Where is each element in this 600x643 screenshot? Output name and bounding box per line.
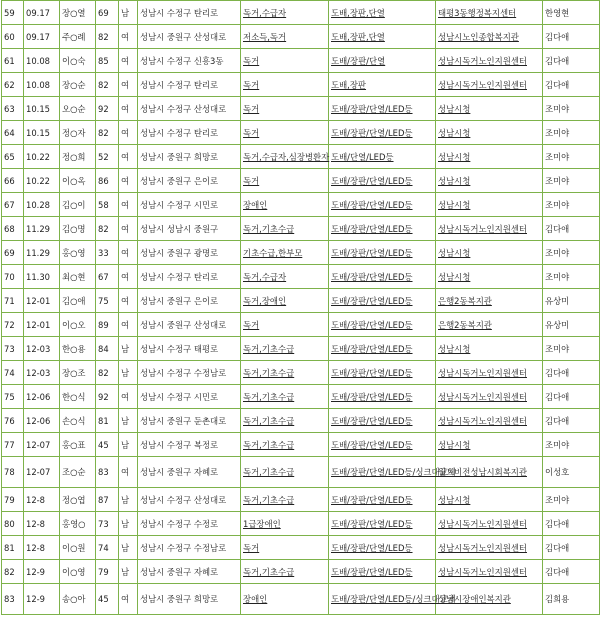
cell-service: 도배/장판/단열/LED등 (329, 337, 436, 361)
cell-service: 도배/장판/단열/LED등 (329, 313, 436, 337)
cell-service: 도배/장판/단열/LED등 (329, 361, 436, 385)
cell-address: 성남시 수정구 복정로 (138, 433, 241, 457)
cell-staff: 한영현 (543, 1, 600, 25)
cell-address: 성남시 중원구 산성대로 (138, 25, 241, 49)
records-body (2, 1, 600, 615)
cell-address: 성남시 수정구 산성대로 (138, 488, 241, 512)
cell-number: 82 (2, 560, 24, 584)
cell-name: 송○아 (60, 584, 96, 615)
cell-address: 성남시 중원구 은이로 (138, 169, 241, 193)
cell-service: 도배,장판,단열 (329, 25, 436, 49)
cell-name: 김○이 (60, 193, 96, 217)
cell-age: 87 (96, 488, 119, 512)
cell-name: 정○자 (60, 121, 96, 145)
cell-date: 12-03 (24, 361, 60, 385)
cell-service: 도배/장판/단열/LED등 (329, 433, 436, 457)
cell-age: 79 (96, 560, 119, 584)
cell-organization: 성남시청 (436, 265, 543, 289)
cell-address: 성남시 수정구 탄리로 (138, 121, 241, 145)
cell-organization: 성남시청 (436, 97, 543, 121)
cell-service: 도배/장판/단열/LED등 (329, 560, 436, 584)
cell-category: 독거,기초수급 (241, 217, 329, 241)
cell-number: 68 (2, 217, 24, 241)
cell-name: 장○순 (60, 73, 96, 97)
cell-service: 도배/장판/단열/LED등 (329, 385, 436, 409)
cell-address: 성남시 중원구 희망로 (138, 145, 241, 169)
cell-address: 성남시 중원구 희망로 (138, 584, 241, 615)
cell-category: 독거,수급자 (241, 265, 329, 289)
cell-address: 성남시 수정구 태평로 (138, 337, 241, 361)
cell-address: 성남시 중원구 자혜로 (138, 560, 241, 584)
cell-organization: 성남시독거노인지원센터 (436, 409, 543, 433)
cell-number: 67 (2, 193, 24, 217)
cell-address: 성남시 중원구 산성대로 (138, 313, 241, 337)
cell-date: 12-01 (24, 289, 60, 313)
cell-category: 독거,기초수급 (241, 488, 329, 512)
cell-sex: 남 (119, 433, 138, 457)
cell-staff: 조미야 (543, 169, 600, 193)
cell-age: 92 (96, 97, 119, 121)
table-row (2, 488, 600, 512)
cell-staff: 김다애 (543, 361, 600, 385)
cell-sex: 여 (119, 217, 138, 241)
cell-staff: 김희용 (543, 584, 600, 615)
cell-age: 82 (96, 25, 119, 49)
table-row (2, 121, 600, 145)
cell-sex: 여 (119, 457, 138, 488)
cell-sex: 남 (119, 560, 138, 584)
cell-category: 독거,기초수급 (241, 409, 329, 433)
cell-number: 63 (2, 97, 24, 121)
cell-service: 도배/장판/단열/LED등/싱크대교체 (329, 457, 436, 488)
cell-name: 한○식 (60, 385, 96, 409)
cell-staff: 유상미 (543, 289, 600, 313)
cell-staff: 조미야 (543, 97, 600, 121)
cell-category: 1급장애인 (241, 512, 329, 536)
table-row (2, 25, 600, 49)
cell-sex: 여 (119, 169, 138, 193)
cell-service: 도배/장판/단열 (329, 49, 436, 73)
cell-age: 67 (96, 265, 119, 289)
cell-organization: 성남시독거노인지원센터 (436, 361, 543, 385)
cell-name: 정○희 (60, 145, 96, 169)
cell-staff: 김다애 (543, 73, 600, 97)
cell-organization: 성남시독거노인지원센터 (436, 536, 543, 560)
cell-service: 도배/장판/단열/LED등 (329, 488, 436, 512)
cell-service: 도배/장판/단열/LED등/싱크대교체 (329, 584, 436, 615)
cell-sex: 여 (119, 49, 138, 73)
cell-organization: 성남시청 (436, 193, 543, 217)
records-table (1, 0, 600, 615)
cell-staff: 이성호 (543, 457, 600, 488)
table-row (2, 49, 600, 73)
cell-date: 10.28 (24, 193, 60, 217)
cell-category: 독거 (241, 169, 329, 193)
cell-category: 독거,기초수급 (241, 361, 329, 385)
cell-date: 12-03 (24, 337, 60, 361)
cell-number: 72 (2, 313, 24, 337)
cell-sex: 여 (119, 25, 138, 49)
cell-name: 홍○표 (60, 433, 96, 457)
cell-date: 10.08 (24, 73, 60, 97)
cell-sex: 여 (119, 265, 138, 289)
table-row (2, 337, 600, 361)
cell-name: 조○순 (60, 457, 96, 488)
table-row (2, 457, 600, 488)
cell-sex: 남 (119, 361, 138, 385)
cell-age: 82 (96, 121, 119, 145)
table-row (2, 1, 600, 25)
cell-sex: 남 (119, 1, 138, 25)
cell-number: 71 (2, 289, 24, 313)
cell-sex: 여 (119, 145, 138, 169)
cell-staff: 김다애 (543, 512, 600, 536)
cell-number: 62 (2, 73, 24, 97)
table-row (2, 584, 600, 615)
cell-service: 도배/장판/단열/LED등 (329, 409, 436, 433)
cell-date: 12-07 (24, 457, 60, 488)
cell-age: 58 (96, 193, 119, 217)
cell-age: 89 (96, 313, 119, 337)
cell-name: 한○용 (60, 337, 96, 361)
cell-name: 홍영○ (60, 512, 96, 536)
cell-staff: 김다애 (543, 385, 600, 409)
cell-number: 70 (2, 265, 24, 289)
cell-date: 10.15 (24, 97, 60, 121)
cell-name: 장○열 (60, 1, 96, 25)
cell-number: 65 (2, 145, 24, 169)
cell-name: 오○순 (60, 97, 96, 121)
cell-category: 독거 (241, 121, 329, 145)
cell-date: 10.22 (24, 145, 60, 169)
cell-category: 독거 (241, 536, 329, 560)
cell-age: 82 (96, 217, 119, 241)
cell-category: 독거 (241, 313, 329, 337)
cell-age: 69 (96, 1, 119, 25)
cell-date: 12-07 (24, 433, 60, 457)
cell-name: 장○조 (60, 361, 96, 385)
cell-organization: 성남시독거노인지원센터 (436, 217, 543, 241)
cell-name: 이○옥 (60, 169, 96, 193)
cell-name: 정○엽 (60, 488, 96, 512)
cell-category: 독거,기초수급 (241, 385, 329, 409)
cell-staff: 김다애 (543, 217, 600, 241)
cell-address: 성남시 중원구 은이로 (138, 289, 241, 313)
cell-organization: 월드비전성남시회복지관 (436, 457, 543, 488)
cell-name: 이○숙 (60, 49, 96, 73)
cell-category: 독거,기초수급 (241, 560, 329, 584)
cell-date: 12-9 (24, 584, 60, 615)
cell-number: 61 (2, 49, 24, 73)
table-row (2, 385, 600, 409)
cell-service: 도배/단열/LED등 (329, 145, 436, 169)
cell-age: 73 (96, 512, 119, 536)
cell-age: 81 (96, 409, 119, 433)
cell-number: 66 (2, 169, 24, 193)
cell-address: 성남시 수정구 신흥3동 (138, 49, 241, 73)
cell-staff: 조미야 (543, 193, 600, 217)
cell-number: 80 (2, 512, 24, 536)
cell-date: 12-8 (24, 488, 60, 512)
cell-staff: 김다애 (543, 536, 600, 560)
cell-number: 74 (2, 361, 24, 385)
table-row (2, 265, 600, 289)
cell-number: 79 (2, 488, 24, 512)
cell-address: 성남시 중원구 광명로 (138, 241, 241, 265)
cell-service: 도배/장판/단열/LED등 (329, 512, 436, 536)
cell-organization: 성남시청 (436, 337, 543, 361)
cell-sex: 남 (119, 337, 138, 361)
cell-staff: 조미야 (543, 265, 600, 289)
cell-staff: 김다애 (543, 49, 600, 73)
table-row (2, 560, 600, 584)
cell-staff: 김다애 (543, 409, 600, 433)
cell-age: 83 (96, 457, 119, 488)
cell-address: 성남시 수정구 시민로 (138, 193, 241, 217)
cell-address: 성남시 수정구 산성대로 (138, 97, 241, 121)
cell-date: 09.17 (24, 1, 60, 25)
cell-organization: 성남시독거노인지원센터 (436, 512, 543, 536)
cell-age: 74 (96, 536, 119, 560)
cell-date: 12-8 (24, 536, 60, 560)
cell-organization: 성남시청 (436, 488, 543, 512)
cell-category: 독거,수급자 (241, 1, 329, 25)
cell-name: 김○명 (60, 217, 96, 241)
cell-age: 86 (96, 169, 119, 193)
cell-age: 82 (96, 73, 119, 97)
cell-date: 11.29 (24, 241, 60, 265)
cell-sex: 여 (119, 121, 138, 145)
cell-date: 10.22 (24, 169, 60, 193)
cell-service: 도배,장판 (329, 73, 436, 97)
cell-sex: 여 (119, 97, 138, 121)
table-row (2, 193, 600, 217)
cell-service: 도배/장판/단열/LED등 (329, 121, 436, 145)
cell-organization: 성남시독거노인지원센터 (436, 560, 543, 584)
cell-number: 83 (2, 584, 24, 615)
cell-staff: 김다애 (543, 560, 600, 584)
cell-address: 성남시 수정구 시민로 (138, 385, 241, 409)
cell-address: 성남시 성남시 중원구 (138, 217, 241, 241)
cell-organization: 성남시청 (436, 121, 543, 145)
cell-category: 독거 (241, 49, 329, 73)
cell-service: 도배/장판/단열/LED등 (329, 265, 436, 289)
cell-number: 73 (2, 337, 24, 361)
table-row (2, 97, 600, 121)
table-row (2, 313, 600, 337)
cell-service: 도배/장판/단열/LED등 (329, 217, 436, 241)
cell-name: 주○례 (60, 25, 96, 49)
cell-service: 도배/장판/단열/LED등 (329, 169, 436, 193)
cell-category: 독거,기초수급 (241, 433, 329, 457)
cell-organization: 성남시독거노인지원센터 (436, 385, 543, 409)
cell-sex: 여 (119, 313, 138, 337)
cell-age: 45 (96, 584, 119, 615)
cell-category: 독거,기초수급 (241, 457, 329, 488)
cell-category: 독거 (241, 97, 329, 121)
cell-organization: 성남시노인종합복지관 (436, 25, 543, 49)
cell-number: 64 (2, 121, 24, 145)
cell-address: 성남시 수정구 탄리로 (138, 265, 241, 289)
table-row (2, 73, 600, 97)
cell-address: 성남시 수정구 수정남로 (138, 361, 241, 385)
cell-category: 저소득,독거 (241, 25, 329, 49)
cell-age: 33 (96, 241, 119, 265)
cell-age: 85 (96, 49, 119, 73)
cell-category: 독거,장애인 (241, 289, 329, 313)
cell-age: 82 (96, 361, 119, 385)
cell-age: 52 (96, 145, 119, 169)
cell-address: 성남시 수정구 탄리로 (138, 1, 241, 25)
cell-date: 10.08 (24, 49, 60, 73)
cell-service: 도배,장판,단열 (329, 1, 436, 25)
table-row (2, 169, 600, 193)
cell-address: 성남시 중원구 자혜로 (138, 457, 241, 488)
cell-date: 12-8 (24, 512, 60, 536)
table-row (2, 361, 600, 385)
cell-age: 92 (96, 385, 119, 409)
cell-name: 이○영 (60, 560, 96, 584)
cell-category: 독거,수급자,심장병환자 (241, 145, 329, 169)
cell-organization: 성남시청 (436, 433, 543, 457)
cell-sex: 여 (119, 289, 138, 313)
cell-service: 도배/장판/단열/LED등 (329, 289, 436, 313)
table-row (2, 241, 600, 265)
cell-staff: 조미야 (543, 241, 600, 265)
cell-organization: 성남시독거노인지원센터 (436, 49, 543, 73)
cell-staff: 조미야 (543, 121, 600, 145)
cell-address: 성남시 수정구 수정남로 (138, 536, 241, 560)
cell-date: 12-06 (24, 385, 60, 409)
cell-sex: 여 (119, 241, 138, 265)
cell-organization: 성남시독거노인지원센터 (436, 73, 543, 97)
cell-staff: 유상미 (543, 313, 600, 337)
cell-number: 60 (2, 25, 24, 49)
cell-address: 성남시 수정구 탄리로 (138, 73, 241, 97)
cell-sex: 남 (119, 409, 138, 433)
cell-date: 09.17 (24, 25, 60, 49)
cell-name: 손○식 (60, 409, 96, 433)
cell-sex: 남 (119, 512, 138, 536)
table-row (2, 217, 600, 241)
cell-date: 12-06 (24, 409, 60, 433)
cell-staff: 조미야 (543, 488, 600, 512)
cell-age: 84 (96, 337, 119, 361)
cell-staff: 김다애 (543, 25, 600, 49)
table-row (2, 536, 600, 560)
cell-date: 10.15 (24, 121, 60, 145)
cell-organization: 태평3동행정복지센터 (436, 1, 543, 25)
cell-sex: 남 (119, 488, 138, 512)
table-row (2, 433, 600, 457)
cell-organization: 성남시청 (436, 145, 543, 169)
cell-category: 장애인 (241, 584, 329, 615)
cell-sex: 여 (119, 584, 138, 615)
cell-organization: 은행2동복지관 (436, 289, 543, 313)
cell-organization: 성남시청 (436, 169, 543, 193)
cell-category: 독거 (241, 73, 329, 97)
cell-age: 75 (96, 289, 119, 313)
cell-staff: 조미야 (543, 145, 600, 169)
cell-sex: 남 (119, 536, 138, 560)
cell-organization: 성남시장애인복지관 (436, 584, 543, 615)
cell-organization: 성남시청 (436, 241, 543, 265)
cell-sex: 여 (119, 193, 138, 217)
cell-date: 11.30 (24, 265, 60, 289)
cell-number: 75 (2, 385, 24, 409)
table-row (2, 409, 600, 433)
cell-category: 독거,기초수급 (241, 337, 329, 361)
table-row (2, 145, 600, 169)
cell-name: 최○현 (60, 265, 96, 289)
cell-service: 도배/장판/단열/LED등 (329, 193, 436, 217)
cell-category: 장애인 (241, 193, 329, 217)
cell-name: 홍○영 (60, 241, 96, 265)
cell-sex: 여 (119, 385, 138, 409)
cell-service: 도배/장판/단열/LED등 (329, 536, 436, 560)
cell-date: 11.29 (24, 217, 60, 241)
table-row (2, 289, 600, 313)
cell-name: 이○오 (60, 313, 96, 337)
cell-number: 59 (2, 1, 24, 25)
cell-number: 76 (2, 409, 24, 433)
cell-service: 도배/장판/단열/LED등 (329, 97, 436, 121)
cell-age: 45 (96, 433, 119, 457)
cell-name: 김○애 (60, 289, 96, 313)
cell-address: 성남시 수정구 수정로 (138, 512, 241, 536)
table-row (2, 512, 600, 536)
cell-staff: 조미야 (543, 337, 600, 361)
cell-date: 12-9 (24, 560, 60, 584)
cell-name: 이○원 (60, 536, 96, 560)
cell-category: 기초수급,한부모 (241, 241, 329, 265)
cell-organization: 은행2동복지관 (436, 313, 543, 337)
cell-service: 도배/장판/단열/LED등 (329, 241, 436, 265)
cell-date: 12-01 (24, 313, 60, 337)
cell-staff: 조미야 (543, 433, 600, 457)
cell-sex: 여 (119, 73, 138, 97)
cell-number: 77 (2, 433, 24, 457)
cell-number: 69 (2, 241, 24, 265)
cell-address: 성남시 중원구 둔촌대로 (138, 409, 241, 433)
cell-number: 78 (2, 457, 24, 488)
cell-number: 81 (2, 536, 24, 560)
